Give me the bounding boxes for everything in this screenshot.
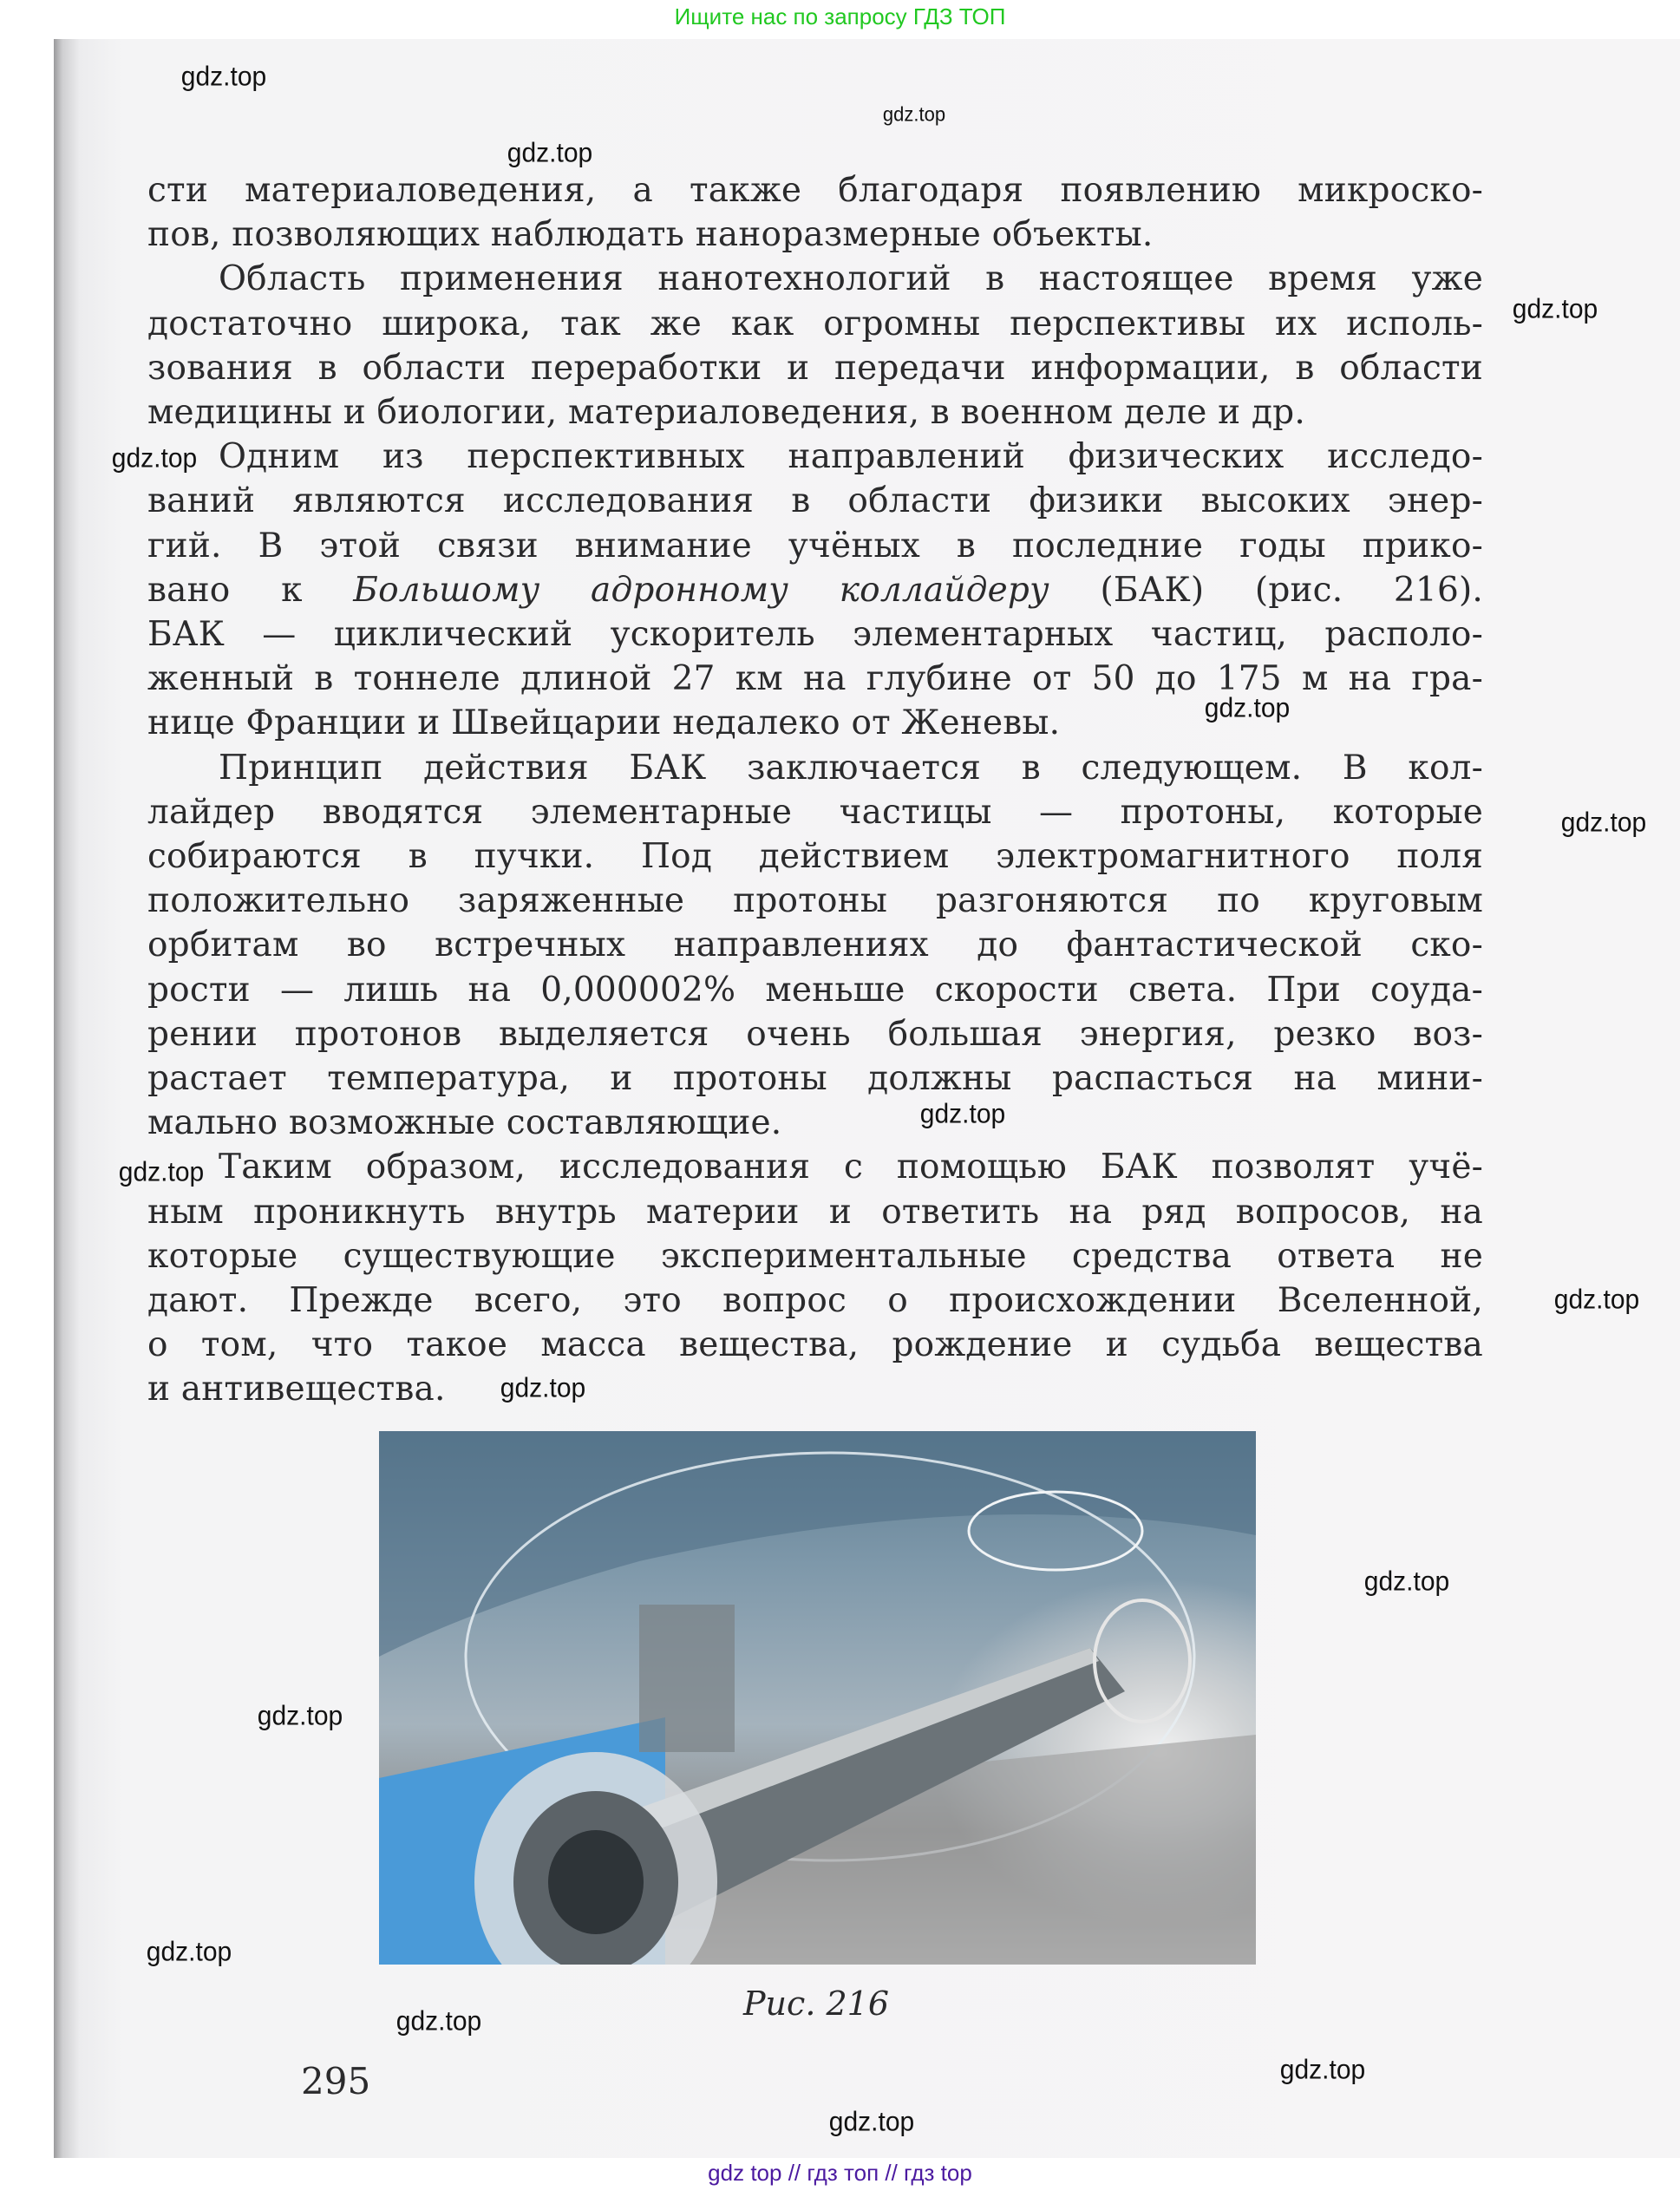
- text-line: [147, 435, 1483, 479]
- watermark: gdz.top: [882, 102, 946, 126]
- watermark: gdz.top: [257, 1701, 343, 1731]
- text-segment: ным проникнуть внутрь материи и ответить на ряд вопросов, на: [147, 1192, 1483, 1232]
- text-segment: пов, позволяющих наблюдать наноразмерные объекты.: [147, 215, 1154, 255]
- text-segment: растает температура, и протоны должны распасться на мини-: [147, 1059, 1483, 1098]
- text-segment: рости — лишь на 0,000002% меньше скорости света. При соуда-: [147, 970, 1483, 1010]
- text-segment: вано к: [147, 570, 354, 610]
- page-number: 295: [301, 2060, 371, 2102]
- text-segment: медицины и биологии, материаловедения, в военном деле и др.: [147, 393, 1305, 432]
- text-line: [147, 923, 1483, 967]
- watermark: gdz.top: [1363, 1566, 1450, 1597]
- text-segment: Область применения нанотехнологий в настоящее время уже: [219, 259, 1483, 299]
- text-line: [147, 302, 1483, 346]
- watermark: gdz.top: [1204, 693, 1291, 723]
- text-segment: о том, что такое масса вещества, рождение и судьба вещества: [147, 1325, 1483, 1365]
- text-line: [147, 1145, 1483, 1189]
- text-line: [147, 1323, 1483, 1367]
- text-line: [147, 1101, 1483, 1145]
- search-banner: Ищите нас по запросу ГДЗ ТОП: [674, 3, 1006, 29]
- text-line: [147, 1190, 1483, 1234]
- text-segment: лайдер вводятся элементарные частицы — протоны, которые: [147, 792, 1483, 832]
- watermark: gdz.top: [919, 1099, 1006, 1129]
- text-segment: Таким образом, исследования с помощью БАК позволят учё-: [219, 1148, 1483, 1187]
- watermark: gdz.top: [1553, 1285, 1640, 1315]
- watermark: gdz.top: [111, 443, 198, 474]
- text-line: [147, 1012, 1483, 1056]
- text-segment: орбитам во встречных направлениях до фантастической ско-: [147, 925, 1483, 965]
- text-line: [147, 257, 1483, 301]
- watermark: gdz.top: [395, 2006, 482, 2037]
- watermark: gdz.top: [507, 138, 593, 168]
- text-line: [147, 879, 1483, 923]
- collider-illustration: [379, 1431, 1256, 1965]
- italic-term: Большому адронному коллайдеру: [353, 570, 1049, 610]
- text-segment: сти материаловедения, а также благодаря появлению микроско-: [147, 171, 1483, 210]
- text-segment: рении протонов выделяется очень большая энергия, резко воз-: [147, 1014, 1483, 1054]
- text-segment: и антивещества.: [147, 1370, 446, 1409]
- watermark: gdz.top: [828, 2107, 915, 2137]
- text-segment: мально возможные составляющие.: [147, 1103, 782, 1143]
- text-line: [147, 1056, 1483, 1101]
- text-line: [147, 746, 1483, 790]
- text-segment: Одним из перспективных направлений физических исследо-: [219, 437, 1483, 477]
- text-segment: нице Франции и Швейцарии недалеко от Женевы.: [147, 703, 1061, 743]
- watermark: gdz.top: [1560, 808, 1647, 838]
- watermark: gdz.top: [146, 1937, 232, 1967]
- text-line: [147, 790, 1483, 834]
- text-line: [147, 390, 1483, 435]
- text-line: [147, 834, 1483, 879]
- text-segment: Принцип действия БАК заключается в следующем. В кол-: [219, 748, 1483, 788]
- text-segment: достаточно широка, так же как огромны перспективы их исполь-: [147, 304, 1483, 343]
- text-line: [147, 213, 1483, 257]
- watermark: gdz.top: [118, 1157, 205, 1187]
- watermark: gdz.top: [1512, 294, 1598, 324]
- text-segment: женный в тоннеле длиной 27 км на глубине от 50 до 175 м на гра-: [147, 659, 1483, 699]
- text-line: [147, 168, 1483, 213]
- text-line: [147, 479, 1483, 523]
- text-line: [147, 1367, 1483, 1411]
- text-line: [147, 968, 1483, 1012]
- text-line: [147, 1234, 1483, 1278]
- watermark: gdz.top: [180, 62, 267, 92]
- text-segment: (БАК) (рис. 216).: [1049, 570, 1483, 610]
- text-segment: дают. Прежде всего, это вопрос о происхождении Вселенной,: [147, 1281, 1483, 1320]
- text-line: [147, 568, 1483, 612]
- text-segment: собираются в пучки. Под действием электромагнитного поля: [147, 837, 1483, 876]
- text-line: [147, 612, 1483, 657]
- text-line: [147, 346, 1483, 390]
- watermark: gdz.top: [1279, 2055, 1366, 2085]
- text-segment: зования в области переработки и передачи информации, в области: [147, 348, 1483, 388]
- figure-caption: Рис. 216: [742, 1984, 890, 2023]
- text-segment: ваний являются исследования в области физики высоких энер-: [147, 481, 1483, 521]
- text-segment: которые существующие экспериментальные средства ответа не: [147, 1236, 1483, 1276]
- text-line: [147, 524, 1483, 568]
- collider-figure-image: [379, 1431, 1256, 1965]
- footer-banner: gdz top // гдз топ // гдз top: [708, 2160, 972, 2186]
- watermark: gdz.top: [500, 1373, 586, 1403]
- text-line: [147, 1278, 1483, 1323]
- text-segment: БАК — циклический ускоритель элементарных частиц, располо-: [147, 615, 1483, 654]
- text-segment: положительно заряженные протоны разгоняются по круговым: [147, 881, 1483, 921]
- text-segment: гий. В этой связи внимание учёных в последние годы прико-: [147, 526, 1483, 566]
